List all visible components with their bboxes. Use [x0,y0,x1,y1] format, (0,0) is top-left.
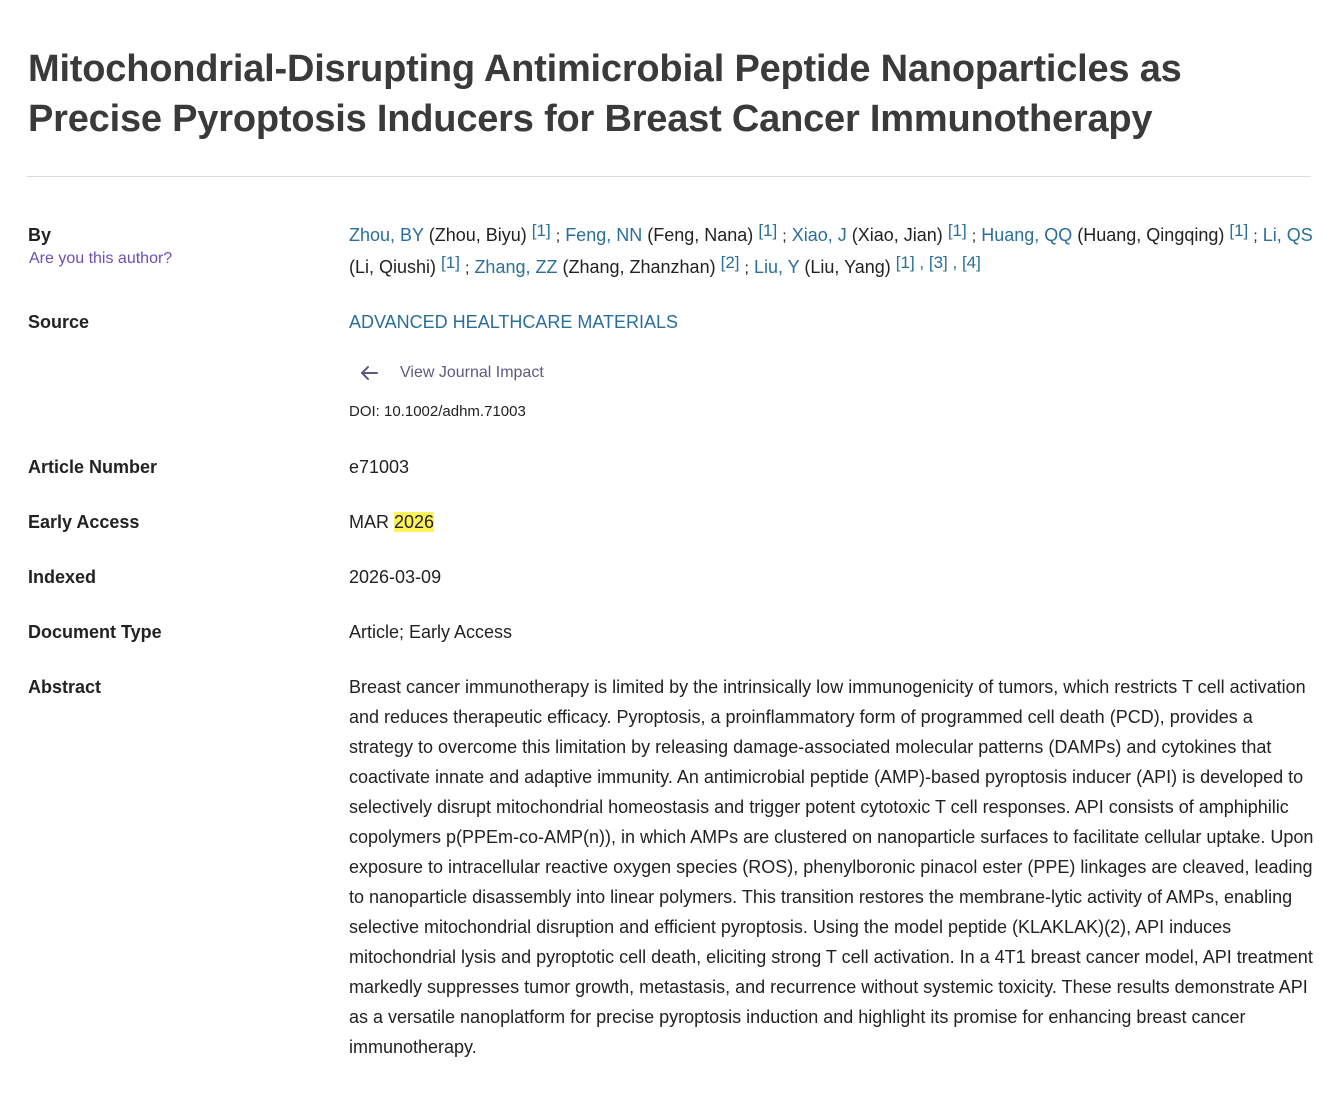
author-link[interactable]: Xiao, J [791,225,847,245]
author-fullname: (Feng, Nana) [647,225,754,245]
by-label: By [28,225,52,245]
author-separator: ; [744,260,749,277]
author-entry [753,253,981,277]
author-separator: ; [555,228,561,245]
author-link[interactable]: Feng, NN [565,225,643,245]
affiliation-link[interactable]: [1] [947,221,967,240]
affiliation-link[interactable]: [1] [441,253,460,272]
journal-link[interactable]: ADVANCED HEALTHCARE MATERIALS [349,312,679,332]
indexed-value: 2026-03-09 [349,567,442,587]
affiliation-link[interactable]: [1] [531,221,551,240]
author-entry [981,221,1258,245]
author-separator: ; [1253,228,1258,245]
author-fullname: (Liu, Yang) [804,257,891,277]
author-entry [791,221,977,245]
author-separator: ; [782,228,787,245]
document-type-value: Article; Early Access [349,622,513,642]
affiliation-link[interactable]: [2] [720,253,740,272]
author-entry [474,253,749,277]
author-link[interactable]: Liu, Y [753,257,800,277]
early-access-month: MAR [349,512,389,532]
affiliation-link[interactable]: [1] , [3] , [4] [895,253,981,272]
author-fullname: (Xiao, Jian) [851,225,943,245]
authors-list [349,220,1314,284]
author-entry [349,221,561,245]
author-link[interactable]: Li, QS [1262,225,1313,245]
page-title: Mitochondrial-Disrupting Antimicrobial Peptide Nanoparticles as Precise Pyroptosis Inducers for Breast Cancer Immunotherapy [28,48,1182,140]
author-fullname: (Zhang, Zhanzhan) [562,257,716,277]
abstract-text: Breast cancer immunotherapy is limited by the intrinsically low immunogenicity of tumors, which restricts T cell activation and reduces therapeutic efficacy. Pyroptosis, a proinflammatory form of programmed cell death (PCD), provides a strategy to overcome this limitation by releasing damage-associated molecular patterns (DAMPs) and cytokines that coactivate innate and adaptive immunity. An antimicrobial peptide (AMP)-based pyroptosis inducer (API) is developed to selectively disrupt mitochondrial homeostasis and trigger potent cytotoxic T cell responses. API consists of amphiphilic copolymers p(PPEm-co-AMP(n)), in which AMPs are clustered on nanoparticle surfaces to facilitate cellular uptake. Upon exposure to intracellular reactive oxygen species (ROS), phenylboronic pinacol ester (PPE) linkages are cleaved, leading to nanoparticle disassembly into linear polymers. This transition restores the membrane-lytic activity of AMPs, enabling selective mitochondrial disruption and efficient pyroptosis. Using the model peptide (KLAKLAK)(2), API induces mitochondrial lysis and pyroptotic cell death, eliciting strong T cell activation. In a 4T1 breast cancer model, API treatment markedly suppresses tumor growth, metastasis, and recurrence without systemic toxicity. These results demonstrate API as a versatile nanoplatform for precise pyroptosis induction and highlight its promise for enhancing breast cancer immunotherapy. [349,677,1314,1057]
author-separator: ; [971,228,977,245]
early-access-value [349,507,1314,537]
author-link[interactable]: Zhou, BY [349,225,424,245]
article-number-value: e71003 [349,457,410,477]
arrow-left-icon [358,362,380,384]
title-divider [27,176,1311,177]
author-fullname: (Huang, Qingqing) [1077,225,1225,245]
author-fullname: (Zhou, Biyu) [428,225,527,245]
author-separator: ; [464,260,470,277]
source-value [349,307,1314,337]
author-link[interactable]: Huang, QQ [981,225,1073,245]
author-link[interactable]: Zhang, ZZ [474,257,558,277]
view-journal-impact-button[interactable] [358,360,544,386]
abstract-label: Abstract [28,677,102,697]
author-entry [565,221,787,245]
affiliation-link[interactable]: [1] [758,221,778,240]
document-type-label: Document Type [28,622,162,642]
indexed-label: Indexed [28,567,97,587]
source-label: Source [28,312,90,332]
affiliation-link[interactable]: [1] [1229,221,1249,240]
early-access-year-highlight: 2026 [394,512,435,532]
article-number-label: Article Number [28,457,158,477]
view-journal-impact-label: View Journal Impact [400,364,544,381]
are-you-this-author-link[interactable]: Are you this author? [29,250,173,267]
doi-text: DOI: 10.1002/adhm.71003 [349,403,526,420]
early-access-label: Early Access [28,512,140,532]
author-fullname: (Li, Qiushi) [349,257,437,277]
